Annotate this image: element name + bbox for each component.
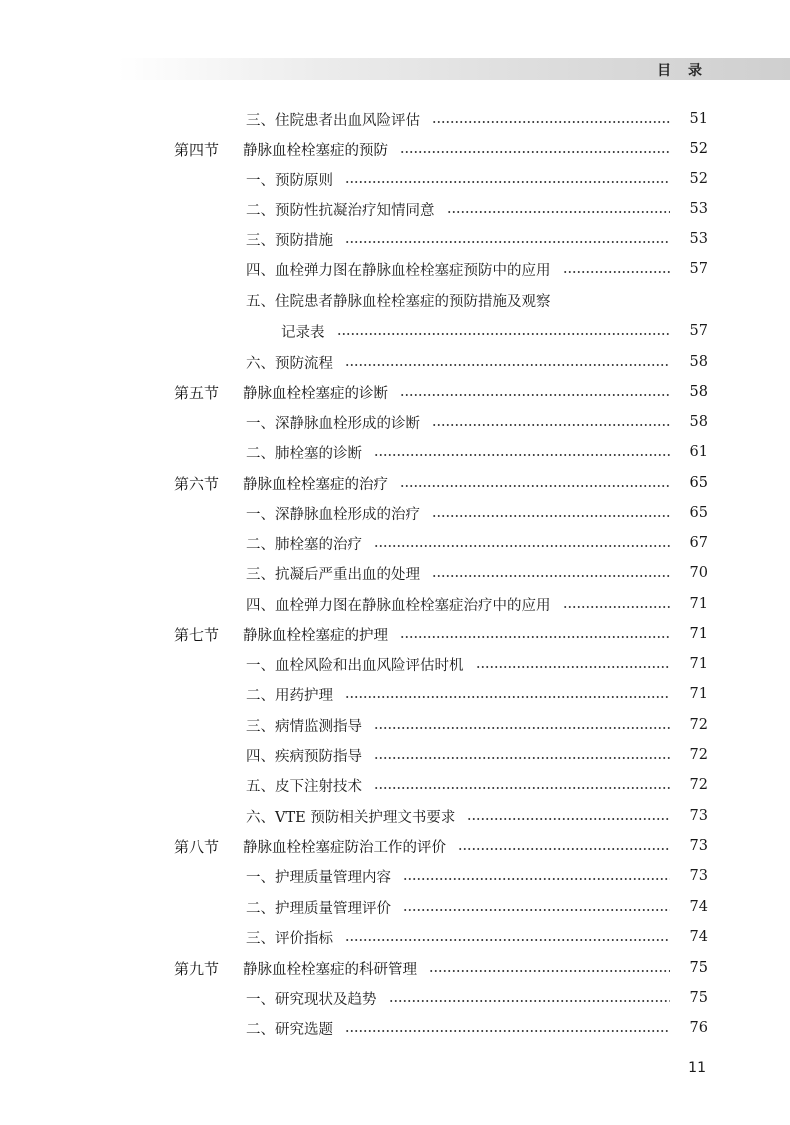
- entry-title: 二、研究选题: [246, 1021, 333, 1038]
- section-label: 第七节: [174, 625, 220, 644]
- dot-leader: [476, 666, 671, 668]
- dot-leader: [389, 1000, 671, 1002]
- toc-entry: [0, 679, 790, 709]
- entry-page: 71: [689, 626, 708, 642]
- section-title: 静脉血栓栓塞症的护理: [243, 627, 388, 644]
- toc-entry: [0, 347, 790, 377]
- entry-title: 一、深静脉血栓形成的诊断: [246, 415, 420, 432]
- dot-leader: [374, 787, 670, 789]
- toc-entry: [0, 649, 790, 679]
- entry-page: 72: [689, 777, 708, 793]
- entry-title: 四、血栓弹力图在静脉血栓栓塞症治疗中的应用: [246, 597, 551, 614]
- entry-page: 52: [689, 141, 708, 157]
- toc-entry: [0, 710, 790, 740]
- dot-leader: [563, 606, 671, 608]
- toc-entry: [0, 589, 790, 619]
- entry-page: 75: [689, 990, 708, 1006]
- toc-entry: [0, 1013, 790, 1043]
- entry-title: 六、预防流程: [246, 355, 333, 372]
- dot-leader: [563, 271, 671, 273]
- entry-title: 四、疾病预防指导: [246, 748, 362, 765]
- entry-page: 70: [689, 565, 708, 581]
- toc-entry: [0, 892, 790, 922]
- toc-entry: [0, 740, 790, 770]
- toc-entry: [0, 224, 790, 254]
- entry-title: 五、皮下注射技术: [246, 778, 362, 795]
- section-title: 静脉血栓栓塞症的诊断: [243, 385, 388, 402]
- page-number: 11: [688, 1060, 706, 1076]
- entry-page: 61: [689, 444, 708, 460]
- entry-page: 57: [689, 323, 708, 339]
- section-title: 静脉血栓栓塞症的治疗: [243, 476, 388, 493]
- entry-page: 53: [689, 201, 708, 217]
- section-title: 静脉血栓栓塞症防治工作的评价: [243, 839, 446, 856]
- section-title: 静脉血栓栓塞症的预防: [243, 142, 388, 159]
- section-label: 第八节: [174, 837, 220, 856]
- toc-entry: [0, 407, 790, 437]
- entry-title: 一、血栓风险和出血风险评估时机: [246, 657, 464, 674]
- dot-leader: [345, 939, 670, 941]
- entry-page: 53: [689, 231, 708, 247]
- entry-title: 二、肺栓塞的治疗: [246, 536, 362, 553]
- dot-leader: [374, 454, 670, 456]
- entry-title: 三、病情监测指导: [246, 718, 362, 735]
- entry-title: 三、预防措施: [246, 232, 333, 249]
- entry-title: 二、护理质量管理评价: [246, 900, 391, 917]
- entry-page: 65: [689, 505, 708, 521]
- toc-entry: [0, 104, 790, 134]
- entry-page: 58: [689, 384, 708, 400]
- section-label: 第九节: [174, 959, 220, 978]
- toc-section: [0, 619, 790, 649]
- dot-leader: [400, 485, 670, 487]
- dot-leader: [432, 121, 670, 123]
- entry-page: 58: [689, 414, 708, 430]
- section-label: 第六节: [174, 474, 220, 493]
- toc-entry: [0, 498, 790, 528]
- dot-leader: [345, 241, 670, 243]
- dot-leader: [374, 727, 670, 729]
- dot-leader: [345, 1030, 670, 1032]
- section-title: 静脉血栓栓塞症的科研管理: [243, 961, 417, 978]
- dot-leader: [400, 151, 670, 153]
- toc-entry: [0, 528, 790, 558]
- toc-section: [0, 468, 790, 498]
- entry-page: 52: [689, 171, 708, 187]
- toc-entry: [0, 770, 790, 800]
- section-label: 第四节: [174, 140, 220, 159]
- entry-page: 57: [689, 261, 708, 277]
- entry-page: 72: [689, 717, 708, 733]
- dot-leader: [403, 878, 670, 880]
- entry-title: 一、深静脉血栓形成的治疗: [246, 506, 420, 523]
- section-label: 第五节: [174, 383, 220, 402]
- entry-title: 一、护理质量管理内容: [246, 869, 391, 886]
- dot-leader: [345, 696, 670, 698]
- dot-leader: [447, 211, 671, 213]
- entry-title: 二、预防性抗凝治疗知情同意: [246, 202, 435, 219]
- dot-leader: [345, 181, 670, 183]
- entry-title: 二、用药护理: [246, 687, 333, 704]
- entry-page: 67: [689, 535, 708, 551]
- entry-title: 记录表: [281, 324, 325, 341]
- entry-title: 四、血栓弹力图在静脉血栓栓塞症预防中的应用: [246, 262, 551, 279]
- entry-title: 六、VTE 预防相关护理文书要求: [246, 809, 456, 826]
- toc-entry: [0, 194, 790, 224]
- dot-leader: [458, 848, 670, 850]
- dot-leader: [429, 970, 670, 972]
- toc-entry: [0, 558, 790, 588]
- toc-entry: [0, 801, 790, 831]
- entry-page: 73: [689, 868, 708, 884]
- dot-leader: [403, 909, 670, 911]
- toc-entry: [0, 861, 790, 891]
- entry-title: 五、住院患者静脉血栓栓塞症的预防措施及观察: [246, 293, 551, 310]
- dot-leader: [374, 545, 670, 547]
- entry-page: 71: [689, 596, 708, 612]
- entry-page: 65: [689, 475, 708, 491]
- toc-section: [0, 953, 790, 983]
- dot-leader: [400, 394, 670, 396]
- entry-page: 73: [689, 808, 708, 824]
- entry-title: 一、预防原则: [246, 172, 333, 189]
- entry-title: 一、研究现状及趋势: [246, 991, 377, 1008]
- entry-page: 74: [689, 899, 708, 915]
- header-title: 目 录: [657, 63, 708, 79]
- toc-entry: [0, 285, 790, 315]
- toc-entry: [0, 254, 790, 284]
- toc-entry: [0, 983, 790, 1013]
- toc-entry-continuation: [0, 316, 790, 346]
- dot-leader: [432, 515, 670, 517]
- toc-entry: [0, 437, 790, 467]
- dot-leader: [337, 333, 671, 335]
- toc-section: [0, 134, 790, 164]
- dot-leader: [432, 575, 670, 577]
- entry-page: 74: [689, 929, 708, 945]
- dot-leader: [374, 757, 670, 759]
- dot-leader: [345, 364, 670, 366]
- entry-page: 75: [689, 960, 708, 976]
- dot-leader: [467, 818, 670, 820]
- entry-title: 三、评价指标: [246, 930, 333, 947]
- entry-title: 三、住院患者出血风险评估: [246, 112, 420, 129]
- toc-section: [0, 377, 790, 407]
- entry-page: 71: [689, 686, 708, 702]
- entry-page: 73: [689, 838, 708, 854]
- entry-page: 51: [689, 111, 708, 127]
- entry-title: 三、抗凝后严重出血的处理: [246, 566, 420, 583]
- toc-section: [0, 831, 790, 861]
- dot-leader: [400, 636, 670, 638]
- entry-page: 72: [689, 747, 708, 763]
- entry-page: 71: [689, 656, 708, 672]
- entry-page: 58: [689, 354, 708, 370]
- toc-entry: [0, 922, 790, 952]
- entry-title: 二、肺栓塞的诊断: [246, 445, 362, 462]
- dot-leader: [432, 424, 670, 426]
- toc-entry: [0, 164, 790, 194]
- entry-page: 76: [689, 1020, 708, 1036]
